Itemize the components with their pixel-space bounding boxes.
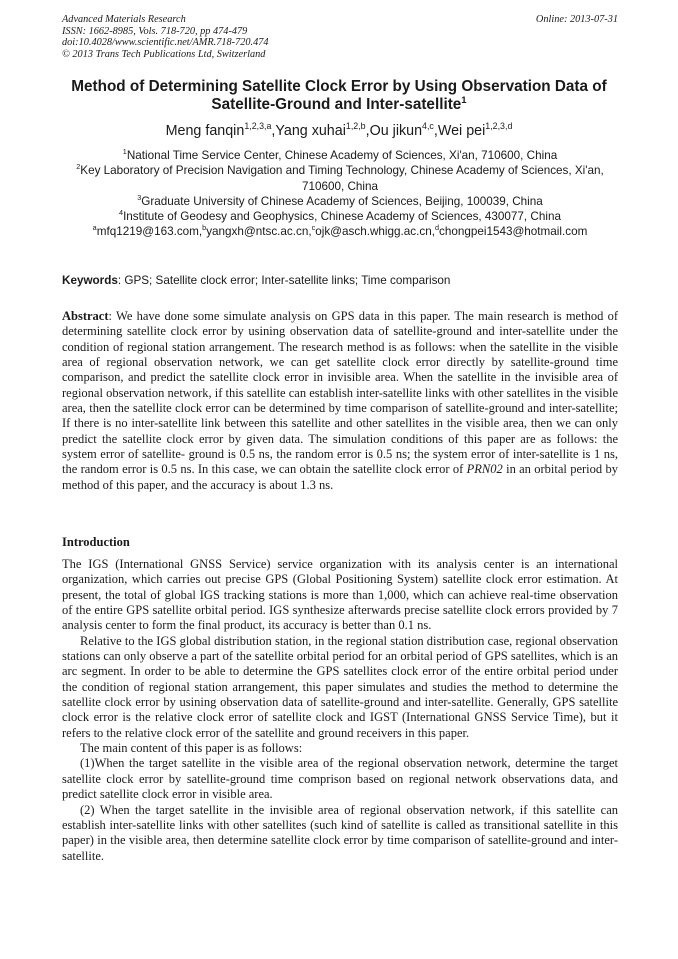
email-address: mfq1219@163.com, (96, 225, 203, 239)
abstract-text-end: in an orbital period by method of this paper, and the accuracy is about 1.3 ns. (62, 462, 618, 492)
copyright-line: © 2013 Trans Tech Publications Ltd, Switzerland (62, 48, 266, 60)
affiliation-item (62, 194, 618, 209)
abstract-text: : We have done some simulate analysis on GPS data in this paper. The main research is method of determining satellite clock error by usining observation data of satellite-ground and inter-satellite under the condition of regional station arrangement. The research method is as follows: when the satellite in the visible area of regional observation network, we can get satellite clock error directly by satellite-ground time comparison, and predict the satellite clock error in invisible area. When the satellite in the invisible area of regional observation network, if this satellite can establish inter-satellite links with other satellites in the visible area, then the satellite clock error can be determined by time comparison of satellite-ground and inter-satellite; If there is no inter-satellite link between this satellite and other satellites in the visible area, then we can only predict the satellite clock error by given data. The simulation conditions of this paper are as follows: the system error of satellite- ground is 0.5 ns, the random error is 0.5 ns; the system error of inter-satellite is 1 ns, the random error is 0.5 ns. In this case, we can obtain the satellite clock error of (62, 309, 618, 477)
paragraph: The main content of this paper is as follows: (80, 741, 303, 756)
paper-title (50, 78, 628, 114)
issn-line: ISSN: 1662-8985, Vols. 718-720, pp 474-479 (62, 25, 248, 37)
journal-name: Advanced Materials Research (62, 14, 186, 25)
author-separator: , (365, 123, 370, 139)
email-address: yangxh@ntsc.ac.cn, (206, 225, 312, 239)
email-address: chongpei1543@hotmail.com (439, 225, 588, 239)
affiliation-item (62, 163, 618, 194)
affiliation-item (62, 209, 618, 224)
email-line (62, 224, 618, 239)
affiliation-text: Institute of Geodesy and Geophysics, Chinese Academy of Sciences, 430077, China (123, 210, 561, 224)
author-name: Yang xuhai (275, 123, 346, 139)
keywords-label: Keywords (62, 274, 118, 287)
affiliation-mark: 1 (122, 147, 127, 157)
affiliation-mark: 4 (119, 208, 124, 218)
author-affiliation-mark: 1,2,3,d (485, 121, 513, 132)
affiliation-text: Key Laboratory of Precision Navigation and Timing Technology, Chinese Academy of Sciences, Xi'an, 710600, China (80, 164, 604, 193)
affiliation-text: Graduate University of Chinese Academy of Sciences, Beijing, 100039, China (141, 194, 543, 208)
affiliation-text: National Time Service Center, Chinese Academy of Sciences, Xi'an, 710600, China (126, 149, 558, 162)
author-affiliation-mark: 4,c (422, 121, 434, 132)
author-name: Meng fanqin (165, 123, 245, 139)
email-mark: d (434, 223, 439, 233)
affiliation-item (62, 148, 618, 163)
keywords-text: : GPS; Satellite clock error; Inter-satellite links; Time comparison (117, 274, 451, 287)
title-footnote-mark: 1 (461, 94, 467, 106)
section-heading: Introduction (62, 535, 130, 549)
email-mark: b (202, 223, 207, 233)
abstract-prn: PRN02 (466, 462, 503, 477)
keywords-line (62, 273, 618, 288)
email-address: ojk@asch.whigg.ac.cn, (315, 225, 435, 239)
email-mark: a (92, 223, 97, 233)
affiliation-mark: 3 (137, 193, 142, 202)
online-date: Online: 2013-07-31 (535, 14, 618, 25)
paragraph: The IGS (International GNSS Service) service organization with its analysis center is an international organization, which carries out precise GPS (Global Positioning System) satellite clock error estimation. At present, the total of global IGS tracking stations is more than 1,000, which can achieve real-time observation of the entire GPS satellite orbital period. IGS synthesize afterwards precise satellite clock errors provided by 7 analysis center to form the final product, its accuracy is better than 0.1 ns. (62, 557, 618, 633)
author-affiliation-mark: 1,2,3,a (244, 121, 272, 132)
affiliations (62, 148, 618, 240)
author-name: Wei pei (437, 123, 486, 139)
introduction-body (62, 557, 618, 864)
doi-line: doi:10.4028/www.scientific.net/AMR.718-720.474 (62, 37, 269, 49)
author-separator: , (433, 123, 438, 139)
affiliation-mark: 2 (76, 162, 81, 172)
abstract (62, 309, 618, 493)
author-separator: , (271, 123, 276, 139)
title-text: Method of Determining Satellite Clock Error by Using Observation Data of Satellite-Ground and Inter-satellite (71, 78, 607, 113)
paragraph: Relative to the IGS global distribution station, in the regional station distribution case, regional observation stations can only observe a part of the satellite orbital period for an orbital period of GPS satellites, which is an arc segment. In order to be able to determine the GPS satellites clock error of the entire orbital period under the condition of regional station arrangement, this paper simulates and studies the method to determine the satellite clock error by usining observation data of satellite-ground and inter-satellite. Generally, GPS satellite clock error is the relative clock error of satellite clock and IGST (International GNSS Service Time), but it refers to the relative clock error of the satellite and ground receivers in this paper. (62, 633, 618, 740)
author-affiliation-mark: 1,2,b (345, 121, 366, 132)
email-mark: c (311, 223, 316, 233)
author-name: Ou jikun (369, 123, 423, 139)
paragraph: (1)When the target satellite in the visible area of the regional observation network, determine the target satellite clock error by satellite-ground time comprison based on regional network observations data, and predict satellite clock error in visible area. (62, 756, 618, 802)
paragraph: (2) When the target satellite in the invisible area of regional observation network, if this satellite can establish inter-satellite links with other satellites (such kind of satellite is called as transitional satellite in this paper) in the visible area, then determine satellite clock error by time comparison of satellite-ground and inter-satellite. (62, 802, 618, 863)
abstract-label: Abstract (62, 309, 109, 323)
journal-header (62, 14, 618, 60)
author-list (40, 122, 638, 140)
